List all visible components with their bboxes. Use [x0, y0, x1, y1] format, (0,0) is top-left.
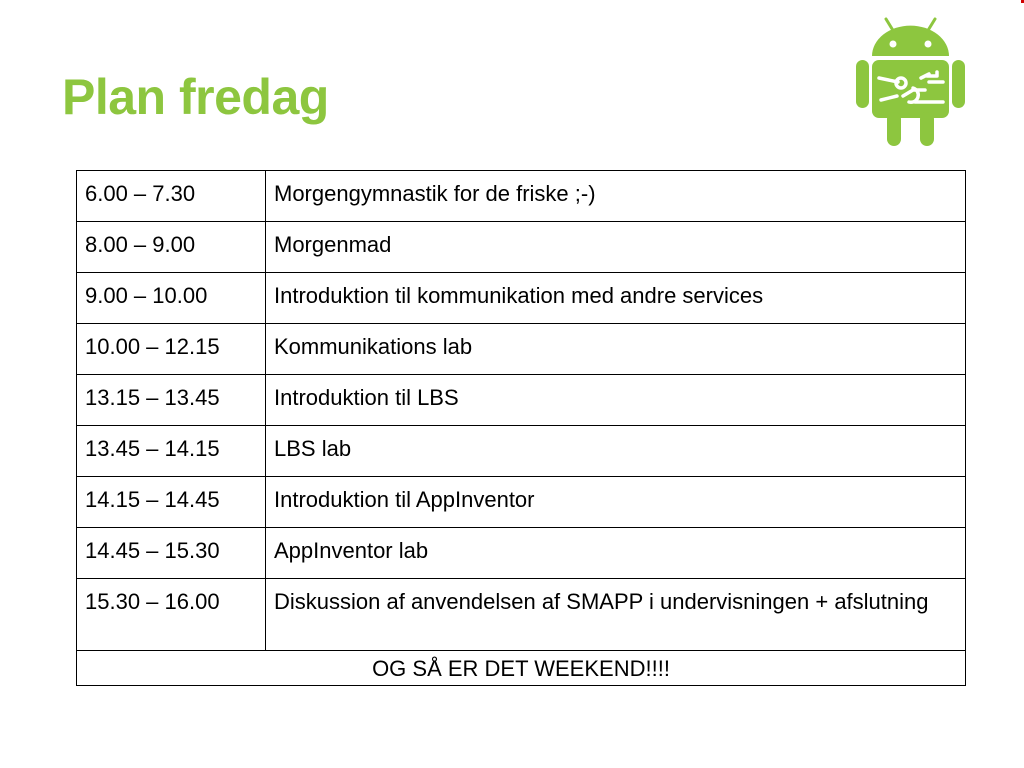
time-cell: 10.00 – 12.15 [77, 324, 266, 375]
time-cell: 8.00 – 9.00 [77, 222, 266, 273]
slide-title: Plan fredag [62, 69, 329, 125]
table-row [77, 222, 966, 273]
schedule-table [76, 170, 966, 686]
activity-cell: Morgenmad [266, 222, 966, 273]
time-cell: 9.00 – 10.00 [77, 273, 266, 324]
table-row [77, 477, 966, 528]
table-row [77, 171, 966, 222]
activity-cell: Kommunikations lab [266, 324, 966, 375]
table-row [77, 579, 966, 651]
table-row [77, 324, 966, 375]
activity-cell: Introduktion til kommunikation med andre services [266, 273, 966, 324]
activity-cell: Morgengymnastik for de friske ;-) [266, 171, 966, 222]
activity-cell: Introduktion til LBS [266, 375, 966, 426]
weekend-footer: OG SÅ ER DET WEEKEND!!!! [77, 651, 966, 686]
left-eye [890, 41, 897, 48]
android-robot-with-tools-icon [853, 16, 968, 148]
time-cell: 14.45 – 15.30 [77, 528, 266, 579]
time-cell: 14.15 – 14.45 [77, 477, 266, 528]
activity-cell: Diskussion af anvendelsen af SMAPP i undervisningen + afslutning [266, 579, 966, 651]
activity-cell: Introduktion til AppInventor [266, 477, 966, 528]
time-cell: 13.45 – 14.15 [77, 426, 266, 477]
time-cell: 15.30 – 16.00 [77, 579, 266, 651]
table-row [77, 375, 966, 426]
table-row [77, 426, 966, 477]
activity-cell: LBS lab [266, 426, 966, 477]
right-eye [925, 41, 932, 48]
time-cell: 6.00 – 7.30 [77, 171, 266, 222]
table-footer-row [77, 651, 966, 686]
android-robot-body [856, 19, 965, 146]
table-row [77, 528, 966, 579]
activity-cell: AppInventor lab [266, 528, 966, 579]
time-cell: 13.15 – 13.45 [77, 375, 266, 426]
table-row [77, 273, 966, 324]
